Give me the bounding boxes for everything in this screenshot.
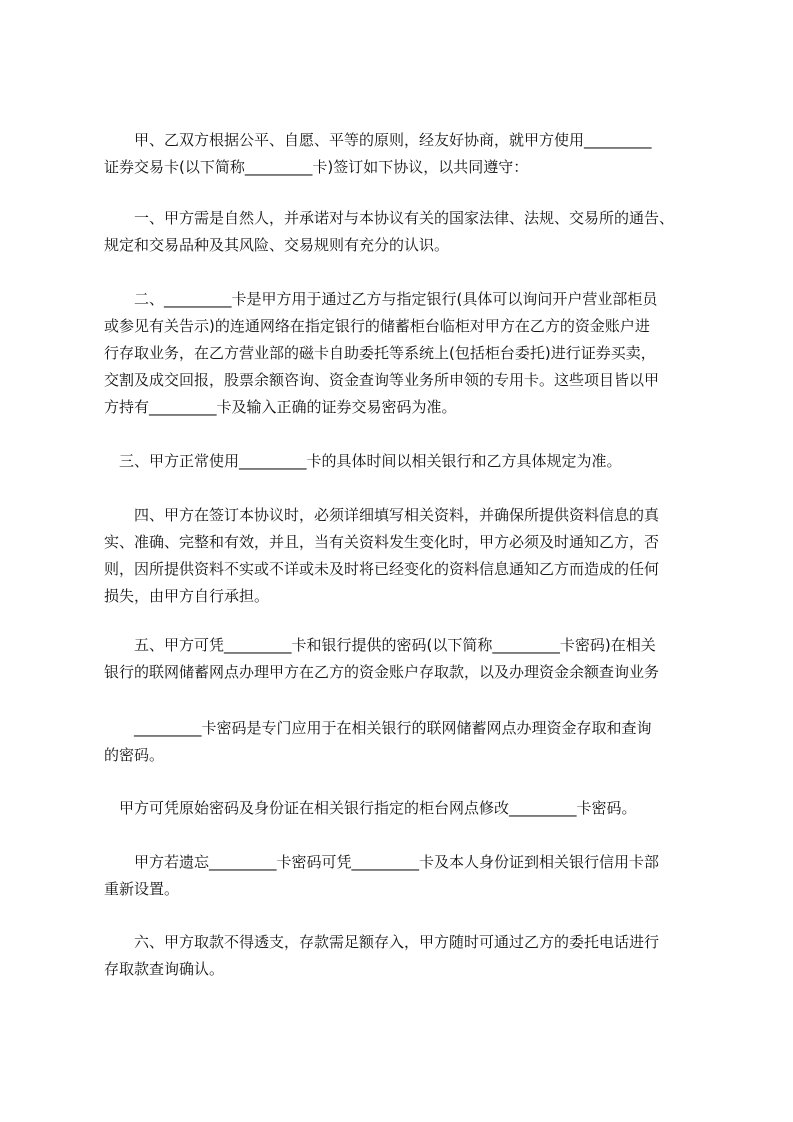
text-line: 一、甲方需是自然人，并承诺对与本协议有关的国家法律、法规、交易所的通告、 [104, 209, 675, 227]
text-line: 六、甲方取款不得透支，存款需足额存入，甲方随时可通过乙方的委托电话进行 [104, 933, 660, 951]
text-line: 二、_________卡是甲方用于通过乙方与指定银行(具体可以询问开户营业部柜员 [104, 290, 658, 308]
paragraph-preamble [104, 127, 704, 181]
text-line: 实、准确、完整和有效，并且，当有关资料发生变化时，甲方必须及时通知乙方，否 [104, 533, 660, 551]
text-line: 甲、乙双方根据公平、自愿、平等的原则，经友好协商，就甲方使用_________ [104, 131, 652, 149]
text-line: 行存取业务，在乙方营业部的磁卡自助委托等系统上(包括柜台委托)进行证券买卖， [104, 344, 656, 362]
text-line: 甲方可凭原始密码及身份证在相关银行指定的柜台网点修改_________卡密码。 [104, 799, 637, 817]
text-line: 甲方若遗忘_________卡密码可凭_________卡及本人身份证到相关银行信用卡部 [104, 853, 660, 871]
paragraph-clause-5-reset [104, 849, 704, 903]
paragraph-clause-4 [104, 502, 704, 610]
paragraph-clause-5-modify [104, 795, 704, 822]
text-line: 证券交易卡(以下简称_________卡)签订如下协议，以共同遵守： [104, 158, 529, 176]
text-line: 则，因所提供资料不实或不详或未及时将已经变化的资料信息通知乙方而造成的任何 [104, 560, 660, 578]
paragraph-clause-3 [104, 448, 704, 475]
text-line: 三、甲方正常使用_________卡的具体时间以相关银行和乙方具体规定为准。 [104, 452, 622, 470]
paragraph-clause-2 [104, 286, 704, 421]
paragraph-clause-5 [104, 632, 704, 686]
text-line: 四、甲方在签订本协议时，必须详细填写相关资料，并确保所提供资料信息的真 [104, 506, 660, 524]
text-line: 或参见有关告示)的连通网络在指定银行的储蓄柜台临柜对甲方在乙方的资金账户进 [104, 317, 650, 335]
text-line: 五、甲方可凭_________卡和银行提供的密码(以下简称_________卡密码)在相关 [104, 636, 656, 654]
text-line: 存取款查询确认。 [104, 960, 225, 978]
text-line: 方持有_________卡及输入正确的证券交易密码为准。 [104, 398, 457, 416]
text-line: 损失，由甲方自行承担。 [104, 587, 270, 605]
text-line: 交割及成交回报，股票余额咨询、资金查询等业务所申领的专用卡。这些项目皆以甲 [104, 371, 660, 389]
text-line: 的密码。 [104, 746, 165, 764]
text-line: 银行的联网储蓄网点办理甲方在乙方的资金账户存取款，以及办理资金余额查询业务 [104, 663, 660, 681]
paragraph-clause-6 [104, 929, 704, 983]
text-line: _________卡密码是专门应用于在相关银行的联网储蓄网点办理资金存取和查询 [104, 719, 652, 737]
text-line: 重新设置。 [104, 880, 180, 898]
paragraph-clause-1 [104, 205, 704, 259]
text-line: 规定和交易品种及其风险、交易规则有充分的认识。 [104, 236, 450, 254]
paragraph-clause-5-password [104, 715, 704, 769]
